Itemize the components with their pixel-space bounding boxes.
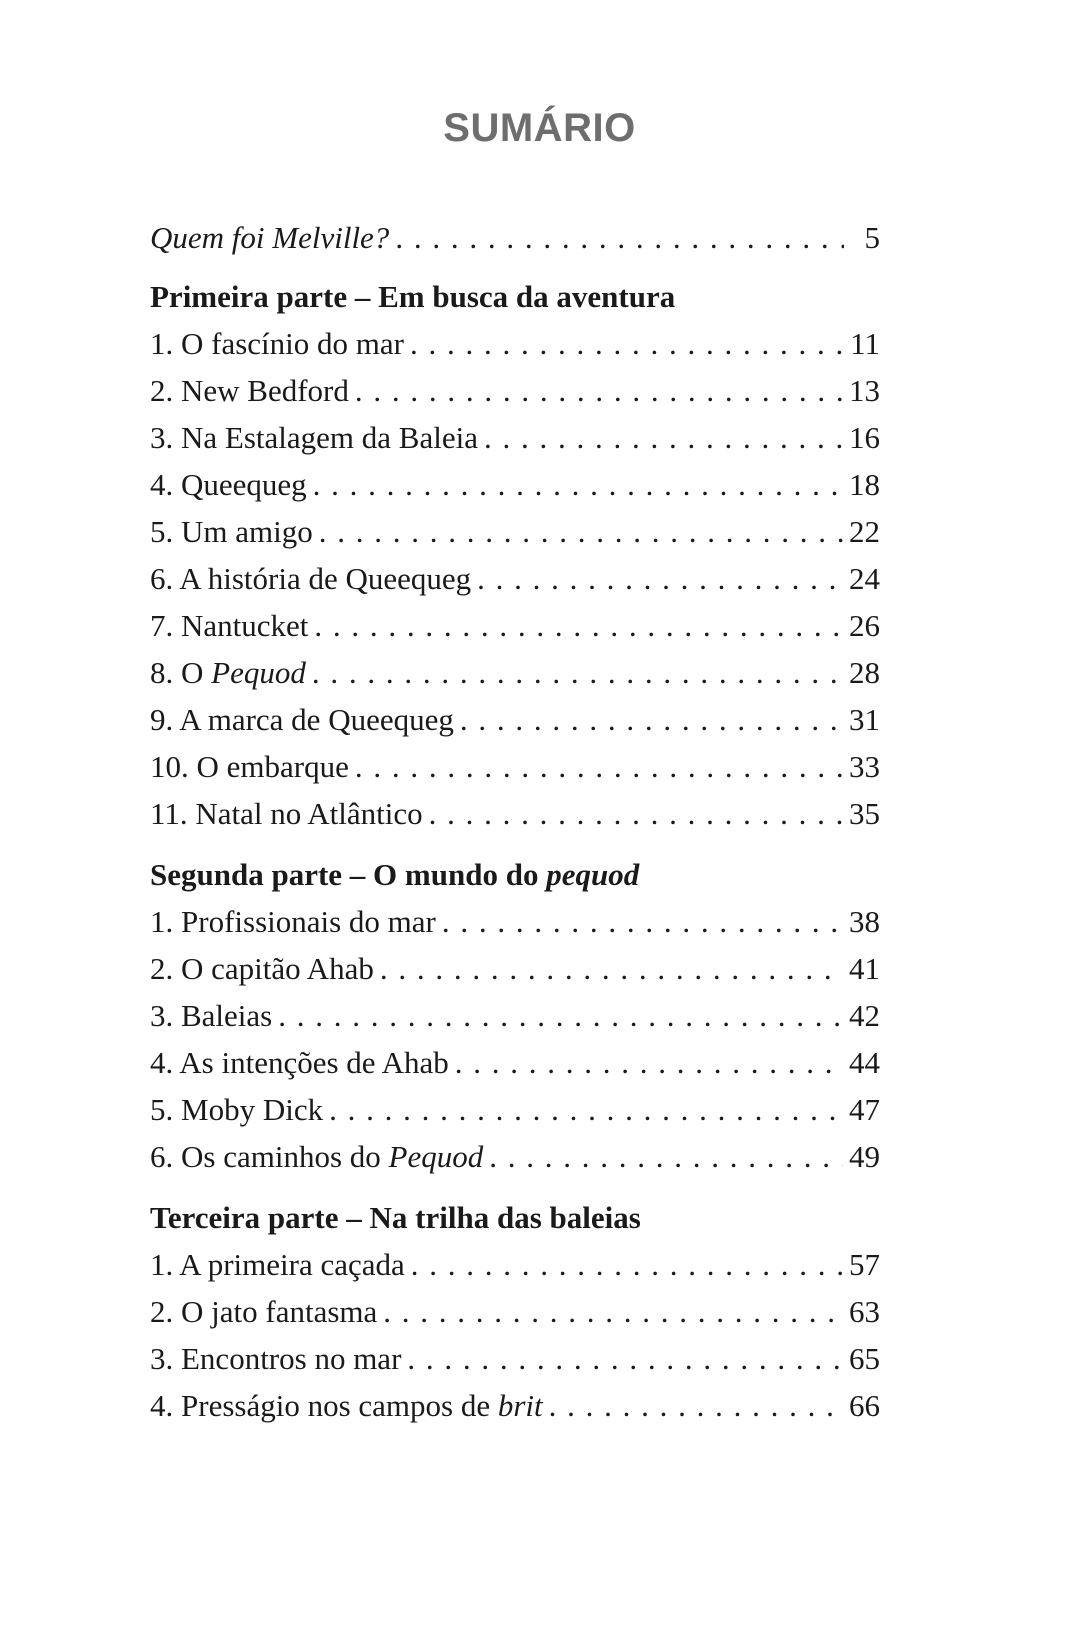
dot-leader bbox=[549, 1382, 843, 1429]
dot-leader bbox=[411, 1241, 843, 1288]
dot-leader bbox=[442, 898, 843, 945]
toc-entry-label-text: 5. Moby Dick bbox=[150, 1092, 324, 1127]
toc-entry-label-text: 3. Baleias bbox=[150, 998, 273, 1033]
dot-leader bbox=[313, 461, 843, 508]
toc-entry-label bbox=[150, 790, 423, 837]
toc-entry-label-text: 4. As intenções de Ahab bbox=[150, 1045, 449, 1080]
toc-entry[interactable] bbox=[150, 992, 880, 1039]
toc-entry[interactable] bbox=[150, 461, 880, 508]
toc-entry-page: 41 bbox=[849, 951, 880, 986]
toc-entry[interactable] bbox=[150, 367, 880, 414]
toc-entry-label bbox=[150, 992, 272, 1039]
toc-entry-label-text: 3. Na Estalagem da Baleia bbox=[150, 420, 478, 455]
dot-leader bbox=[383, 1288, 843, 1335]
dot-leader bbox=[407, 1335, 843, 1382]
toc-entry-page: 18 bbox=[849, 467, 880, 502]
toc-entry[interactable] bbox=[150, 1335, 880, 1382]
toc-parts bbox=[150, 273, 880, 1429]
toc-entry-page: 33 bbox=[849, 749, 880, 784]
toc-entry-page: 11 bbox=[850, 326, 880, 361]
toc-entry-label-text: 2. O capitão Ahab bbox=[150, 951, 374, 986]
toc-entry[interactable] bbox=[150, 1288, 880, 1335]
dot-leader bbox=[410, 320, 844, 367]
toc-entry-label-text: 4. Queequeg bbox=[150, 467, 307, 502]
toc-entry-label-text: 3. Encontros no mar bbox=[150, 1341, 402, 1376]
toc-entry-label bbox=[150, 508, 313, 555]
toc-entry-page: 5 bbox=[864, 220, 880, 255]
toc-entry-page: 66 bbox=[849, 1388, 880, 1423]
dot-leader bbox=[489, 1133, 843, 1180]
toc-entry-label bbox=[150, 1382, 543, 1429]
toc-entry-intro[interactable] bbox=[150, 214, 880, 261]
toc-entry-label bbox=[150, 1133, 483, 1180]
toc-entry-page: 22 bbox=[849, 514, 880, 549]
toc-entry-page: 28 bbox=[849, 655, 880, 690]
toc-entry-label bbox=[150, 945, 374, 992]
toc-entry-page: 31 bbox=[849, 702, 880, 737]
toc-entry-label bbox=[150, 898, 436, 945]
dot-leader bbox=[455, 1039, 843, 1086]
part-heading-italic: pequod bbox=[546, 857, 640, 892]
toc-entry[interactable] bbox=[150, 1382, 880, 1429]
toc-entry-page: 16 bbox=[849, 420, 880, 455]
toc-entry-label-text: 4. Presságio nos campos de bbox=[150, 1388, 498, 1423]
toc-entry-label bbox=[150, 367, 349, 414]
toc-entry-label bbox=[150, 602, 308, 649]
part-heading bbox=[150, 273, 880, 320]
toc-entry-label bbox=[150, 743, 349, 790]
toc-entry-page: 63 bbox=[849, 1294, 880, 1329]
toc-entry-label bbox=[150, 1039, 449, 1086]
toc-entry[interactable] bbox=[150, 1039, 880, 1086]
dot-leader bbox=[278, 992, 843, 1039]
toc-entry-label-text: 1. Profissionais do mar bbox=[150, 904, 436, 939]
toc-entry-label-text: 10. O embarque bbox=[150, 749, 349, 784]
toc-entry-label bbox=[150, 414, 478, 461]
toc-entry-page: 65 bbox=[849, 1341, 880, 1376]
dot-leader bbox=[319, 508, 843, 555]
toc-entry-page: 44 bbox=[849, 1045, 880, 1080]
dot-leader bbox=[429, 790, 843, 837]
dot-leader bbox=[477, 555, 843, 602]
toc-entry-label-italic: Pequod bbox=[388, 1139, 484, 1174]
toc-entry-page: 49 bbox=[849, 1139, 880, 1174]
toc-entry-label-italic: brit bbox=[497, 1388, 543, 1423]
page-title: SUMÁRIO bbox=[443, 106, 636, 150]
toc-entry[interactable] bbox=[150, 743, 880, 790]
toc-entry[interactable] bbox=[150, 555, 880, 602]
dot-leader bbox=[484, 414, 843, 461]
toc-entry-label bbox=[150, 1086, 323, 1133]
toc-entry[interactable] bbox=[150, 414, 880, 461]
toc-entry-page: 47 bbox=[849, 1092, 880, 1127]
part-heading-text: Segunda parte – O mundo do bbox=[150, 857, 547, 892]
dot-leader bbox=[395, 214, 844, 261]
part-heading bbox=[150, 1194, 880, 1241]
toc-entry-page: 26 bbox=[849, 608, 880, 643]
toc-entry-page: 35 bbox=[849, 796, 880, 831]
dot-leader bbox=[329, 1086, 843, 1133]
toc-entry-label bbox=[150, 649, 306, 696]
toc-entry-page: 38 bbox=[849, 904, 880, 939]
toc-entry-label bbox=[150, 555, 471, 602]
part-heading-text: Terceira parte – Na trilha das baleias bbox=[150, 1200, 641, 1235]
toc-entry[interactable] bbox=[150, 320, 880, 367]
toc-entry[interactable] bbox=[150, 1086, 880, 1133]
dot-leader bbox=[460, 696, 843, 743]
toc-entry-page: 24 bbox=[849, 561, 880, 596]
toc-entry-label bbox=[150, 461, 307, 508]
toc-entry[interactable] bbox=[150, 945, 880, 992]
table-of-contents bbox=[150, 214, 880, 1429]
dot-leader bbox=[312, 649, 843, 696]
toc-entry-label bbox=[150, 696, 454, 743]
toc-entry-page: 42 bbox=[849, 998, 880, 1033]
toc-entry-label: Quem foi Melville? bbox=[150, 220, 390, 255]
toc-entry-label bbox=[150, 1288, 377, 1335]
toc-entry-label bbox=[150, 320, 404, 367]
toc-entry-label bbox=[150, 1335, 401, 1382]
toc-entry[interactable] bbox=[150, 602, 880, 649]
toc-entry-label-text: 6. Os caminhos do bbox=[150, 1139, 389, 1174]
dot-leader bbox=[314, 602, 843, 649]
toc-entry[interactable] bbox=[150, 508, 880, 555]
toc-entry-page: 57 bbox=[849, 1247, 880, 1282]
toc-entry-label-text: 1. O fascínio do mar bbox=[150, 326, 404, 361]
toc-entry-label-italic: Pequod bbox=[211, 655, 306, 690]
toc-entry-label-text: 11. Natal no Atlântico bbox=[150, 796, 423, 831]
dot-leader bbox=[380, 945, 843, 992]
toc-entry-label-text: 2. O jato fantasma bbox=[150, 1294, 378, 1329]
toc-entry[interactable] bbox=[150, 1241, 880, 1288]
toc-entry[interactable] bbox=[150, 898, 880, 945]
toc-entry-label-text: 7. Nantucket bbox=[150, 608, 309, 643]
toc-entry-label-text: 6. A história de Queequeg bbox=[150, 561, 472, 596]
part-heading bbox=[150, 851, 880, 898]
dot-leader bbox=[355, 743, 843, 790]
part-heading-text: Primeira parte – Em busca da aventura bbox=[150, 279, 676, 314]
toc-entry-label-text: 2. New Bedford bbox=[150, 373, 349, 408]
toc-entry[interactable] bbox=[150, 649, 880, 696]
toc-entry[interactable] bbox=[150, 696, 880, 743]
toc-entry-label-text: 9. A marca de Queequeg bbox=[150, 702, 454, 737]
toc-entry-label-text: 1. A primeira caçada bbox=[150, 1247, 405, 1282]
toc-entry[interactable] bbox=[150, 790, 880, 837]
dot-leader bbox=[355, 367, 843, 414]
toc-entry-label-text: 5. Um amigo bbox=[150, 514, 313, 549]
toc-entry-label-text: 8. O bbox=[150, 655, 212, 690]
toc-entry-page: 13 bbox=[849, 373, 880, 408]
toc-entry[interactable] bbox=[150, 1133, 880, 1180]
toc-entry-label bbox=[150, 1241, 405, 1288]
